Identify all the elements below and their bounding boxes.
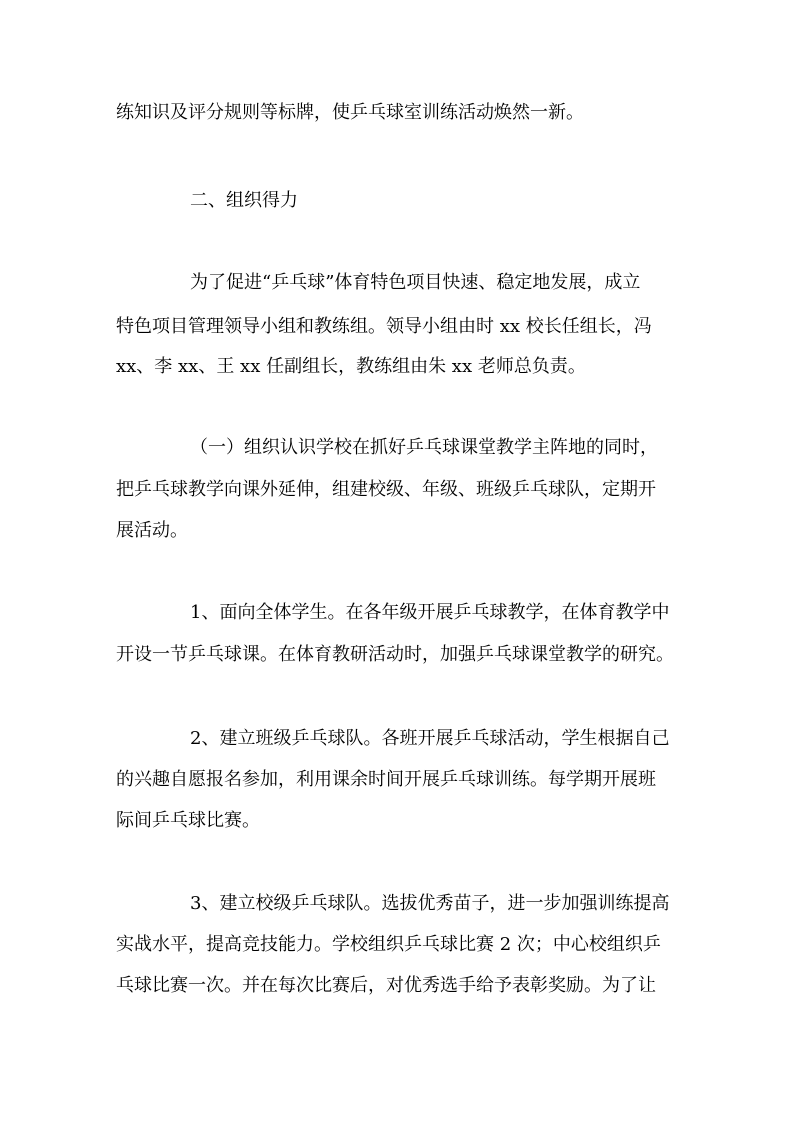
paragraph-line-16: 乓球比赛一次。并在每次比赛后，对优秀选手给予表彰奖励。为了让 — [116, 975, 656, 996]
paragraph-line-3: 为了促进“乒乓球”体育特色项目快速、稳定地发展，成立 — [190, 272, 641, 293]
paragraph-line-13: 际间乒乓球比赛。 — [116, 810, 260, 831]
paragraph-line-5: xx、李 xx、王 xx 任副组长，教练组由朱 xx 老师总负责。 — [116, 356, 586, 377]
paragraph-line-10: 开设一节乒乓球课。在体育教研活动时，加强乒乓球课堂教学的研究。 — [116, 644, 674, 665]
paragraph-line-9: 1、面向全体学生。在各年级开展乒乓球教学，在体育教学中 — [190, 602, 670, 623]
paragraph-line-15: 实战水平，提高竞技能力。学校组织乒乓球比赛 2 次；中心校组织乒 — [116, 934, 661, 955]
paragraph-line-1: 练知识及评分规则等标牌，使乒乓球室训练活动焕然一新。 — [116, 102, 584, 123]
paragraph-line-4: 特色项目管理领导小组和教练组。领导小组由时 xx 校长任组长，冯 — [116, 316, 652, 337]
paragraph-line-7: 把乒乓球教学向课外延伸，组建校级、年级、班级乒乓球队，定期开 — [116, 479, 656, 500]
paragraph-line-11: 2、建立班级乒乓球队。各班开展乒乓球活动，学生根据自己 — [190, 728, 670, 749]
paragraph-line-12: 的兴趣自愿报名参加，利用课余时间开展乒乓球训练。每学期开展班 — [116, 769, 656, 790]
section-heading: 二、组织得力 — [190, 190, 298, 211]
paragraph-line-14: 3、建立校级乒乓球队。选拔优秀苗子，进一步加强训练提高 — [190, 893, 670, 914]
paragraph-line-6: （一）组织认识学校在抓好乒乓球课堂教学主阵地的同时， — [190, 437, 658, 458]
paragraph-line-8: 展活动。 — [116, 520, 188, 541]
